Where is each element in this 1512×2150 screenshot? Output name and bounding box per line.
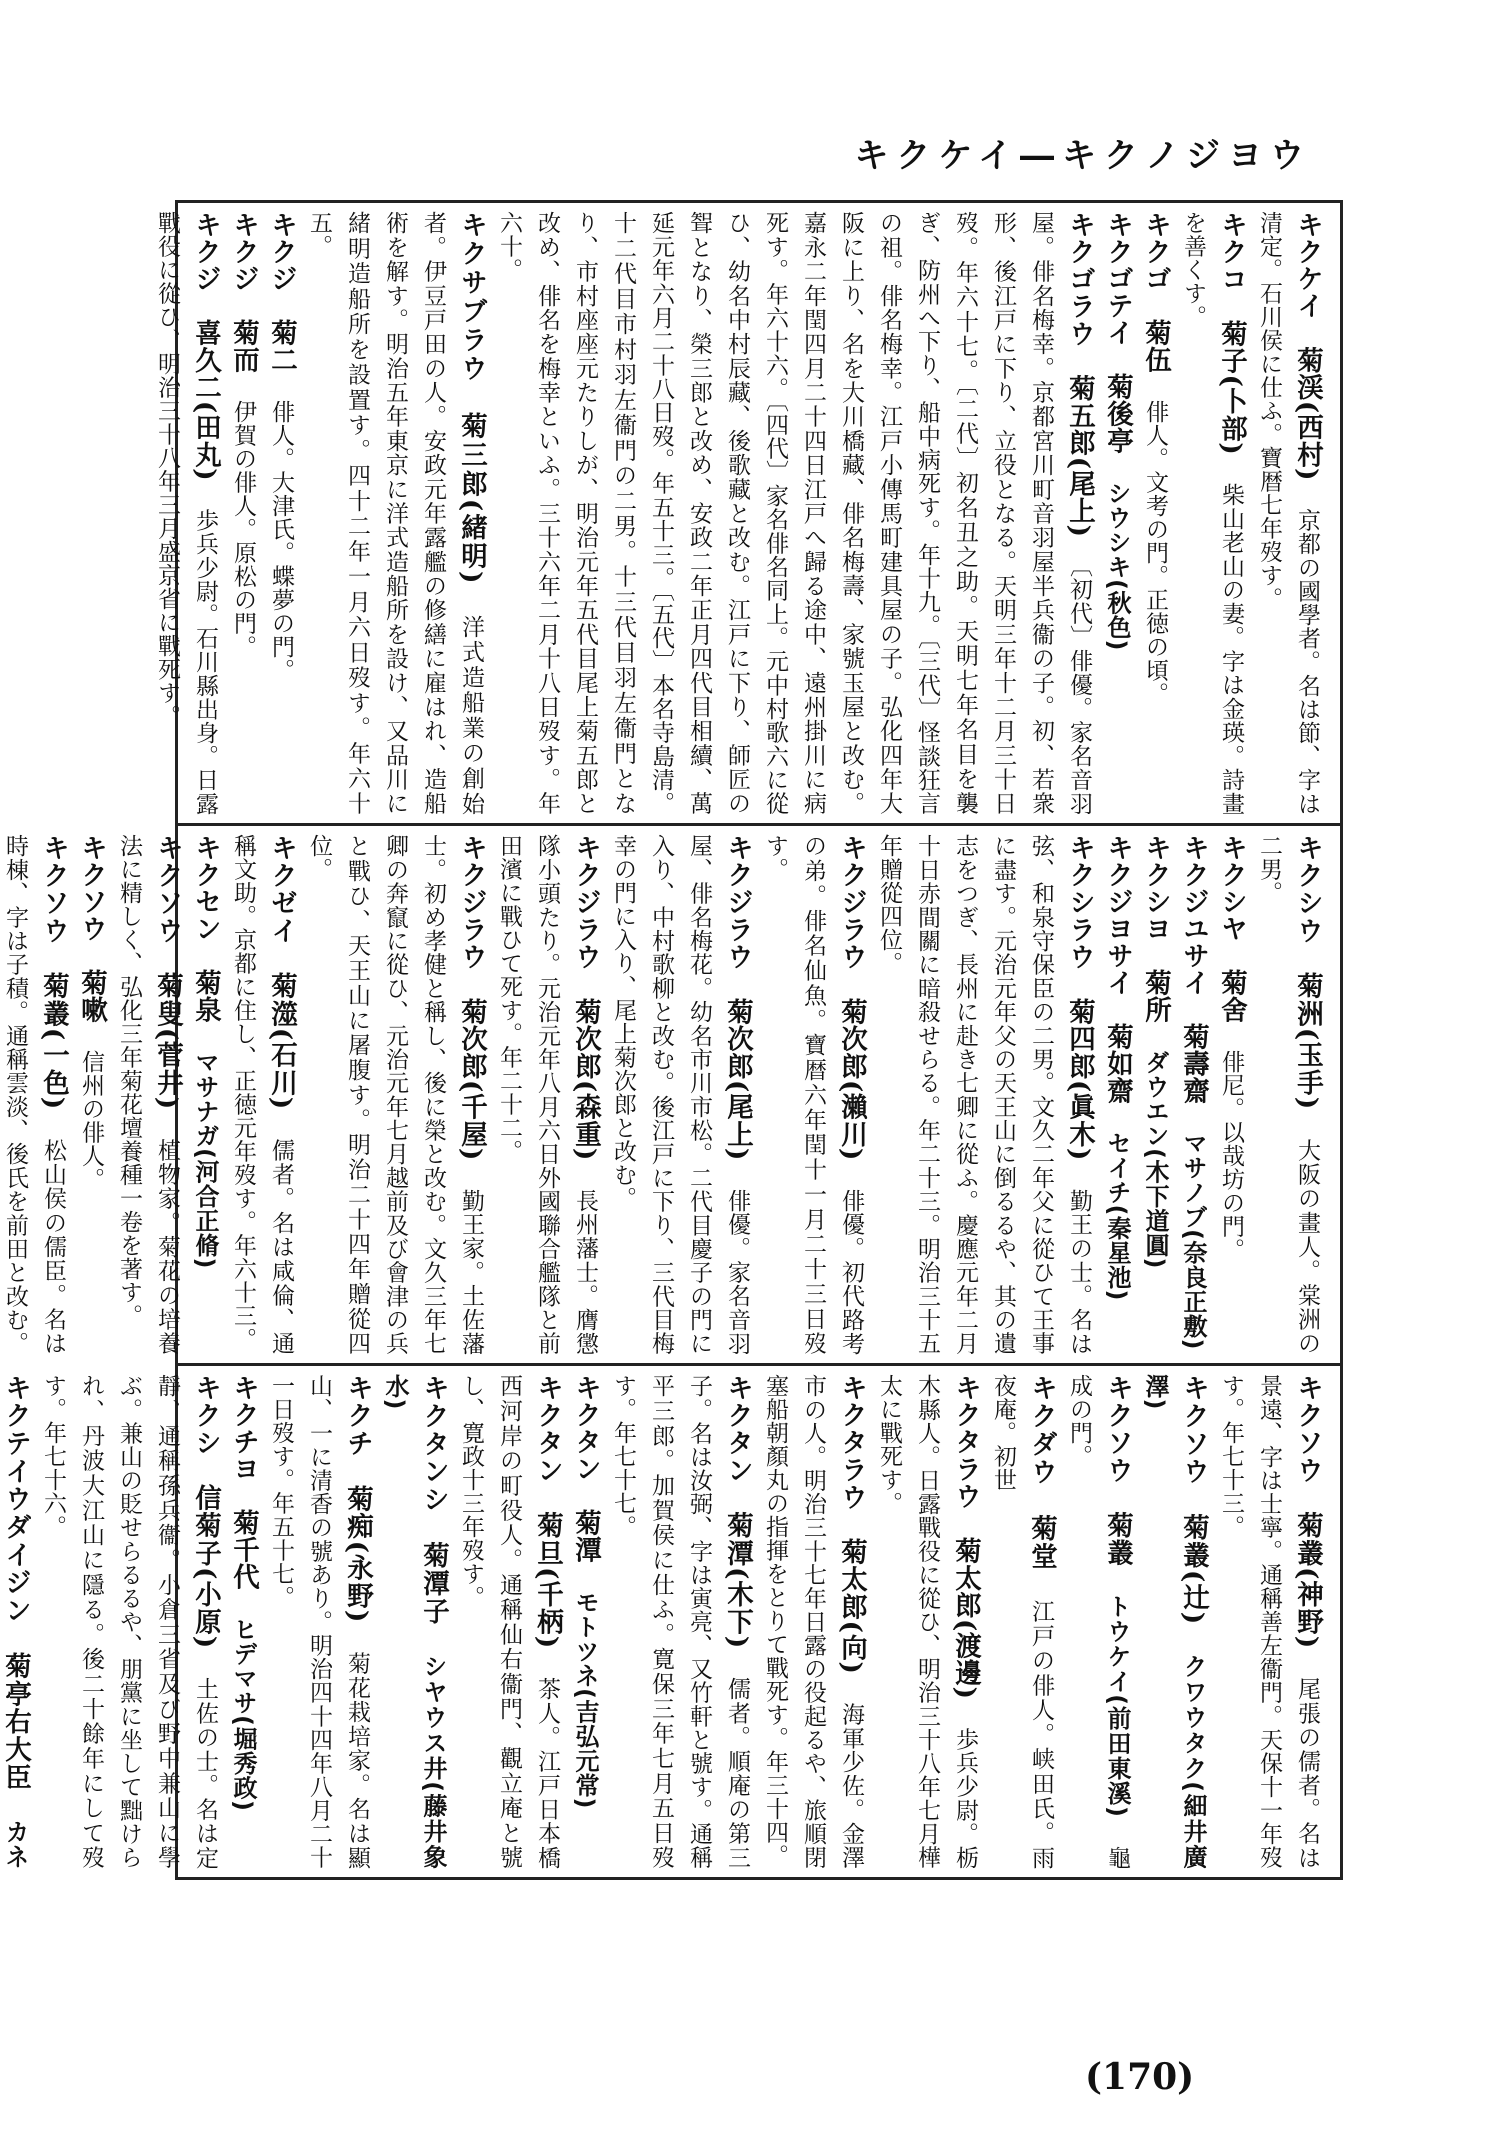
entry-headword: 菊次郎(森重) bbox=[570, 997, 601, 1161]
entry-reading: キクタン bbox=[722, 1374, 753, 1485]
entry-description: 龜成の門。 bbox=[1066, 1374, 1130, 1870]
entry-reading: キクソウ bbox=[76, 834, 107, 942]
entry-reading: キクジ bbox=[266, 211, 297, 292]
entry-headword: 菊叟(菅井) bbox=[152, 972, 183, 1110]
entry-headword: 菊三郎(緒明) bbox=[456, 412, 487, 585]
entry-reading: キクシヨ bbox=[1140, 834, 1171, 942]
entry-headword: 菊次郎(瀨川) bbox=[836, 997, 867, 1161]
entry-reading: キクジユサイ bbox=[1178, 834, 1209, 996]
entry-headword: 菊所 bbox=[1140, 969, 1171, 1023]
dictionary-entry bbox=[0, 834, 72, 1355]
entry-cross-reference: セイチ(秦星池) bbox=[1103, 1131, 1131, 1301]
dictionary-entry bbox=[224, 834, 300, 1355]
entry-headword: 菊如齋 bbox=[1102, 1023, 1133, 1104]
dictionary-entry bbox=[1212, 834, 1250, 1355]
entry-reading: キクタラウ bbox=[836, 1374, 867, 1511]
entry-description: 歩兵少尉。栃木縣人。日露戰役に從ひ、明治三十八年七月樺太に戰死す。 bbox=[876, 1374, 978, 1870]
entry-description: 長州藩士。膺懲隊小頭たり。元治元年八月六日外國聯合艦隊と前田濱に戰ひて死す。年二十二。 bbox=[496, 834, 598, 1356]
entry-reading: キクソウ bbox=[1292, 1374, 1323, 1485]
dictionary-entry bbox=[566, 1374, 604, 1869]
entry-headword: 菊嗽 bbox=[76, 969, 107, 1023]
entry-reading: キクソウ bbox=[152, 834, 183, 945]
dictionary-entry bbox=[756, 834, 870, 1355]
dictionary-entry bbox=[34, 1374, 224, 1869]
dictionary-entry bbox=[1136, 834, 1174, 1355]
entry-reading: キクシラウ bbox=[1064, 834, 1095, 971]
entry-description: 俳優。初代路考の弟。俳名仙魚。寶暦六年閏十一月二十三日歿す。 bbox=[762, 834, 864, 1356]
entry-description: 〔初代〕俳優。家名音羽屋。俳名梅幸。京都宮川町音羽屋半兵衞の子。初、若衆形、後江戸に下り、立役となる。天明三年十二月三十日歿。年六十七。〔二代〕初名丑之助。天明七年名目を襲ぎ、防州へ下り、船中病死す。年十九。〔三代〕怪談狂言の祖。俳名梅幸。江戸小傳馬町建具屋の子。弘化四年大阪に上り、名を大川橋藏、俳名梅壽、家號玉屋と改む。嘉永二年閏四月二十四日江戸へ歸る途中、遠州掛川に病死す。年六十六。〔四代〕家名俳名同上。元中村歌六に從ひ、幼名中村辰藏、後歌藏と改む。江戸に下り、師匠の聟となり、榮三郎と改め、安政二年正月四代目相續、萬延元年六月二十八日歿。年五十三。〔五代〕本名寺島清。十二代目市村羽左衞門の二男。十三代目羽左衞門となり、市村座座元たりしが、明治元年五代目尾上菊五郎と改め、俳名を梅幸といふ。三十六年二月十八日歿す。年六十。 bbox=[496, 211, 1092, 816]
tier-top bbox=[154, 203, 1340, 823]
entry-reading: キクゴテイ bbox=[1102, 211, 1133, 346]
entry-description: 勤王の士。名は弦、和泉守保臣の二男。文久二年父に從ひて王事に盡す。元治元年父の天王山に倒るるや、其の遺志をつぎ、長州に赴き七卿に從ふ。慶應元年二月十日赤間關に暗殺せらる。年二十三。明治三十五年贈從四位。 bbox=[876, 834, 1092, 1356]
entry-headword: 菊壽齋 bbox=[1178, 1023, 1209, 1104]
entry-headword: 菊次郎(千屋) bbox=[456, 997, 487, 1161]
entry-description: 伊賀の俳人。原松の門。 bbox=[230, 400, 256, 659]
entry-description: 俳人。文考の門。正徳の頃。 bbox=[1142, 400, 1168, 706]
dictionary-entry bbox=[186, 834, 224, 1355]
dictionary-entry bbox=[1098, 834, 1136, 1355]
entry-reading: キクジラウ bbox=[722, 834, 753, 971]
entry-description: 土佐の士。名は定靜、通稱孫兵衞。小倉三省及び野中兼山に學ぶ。兼山の貶せらるるや、朋黨に坐して黜けられ、丹波大江山に隱る。後二十餘年にして歿す。年七十六。 bbox=[40, 1374, 218, 1870]
entry-headword: 菊次郎(尾上) bbox=[722, 997, 753, 1161]
entry-headword: 菊堂 bbox=[1026, 1514, 1057, 1571]
entry-cross-reference: シヤウス井(藤井象水) bbox=[381, 1374, 447, 1870]
entry-headword: 菊潭子 bbox=[418, 1541, 449, 1626]
tier-text bbox=[148, 211, 1326, 815]
dictionary-entry bbox=[984, 1374, 1060, 1869]
entry-description: 松山侯の儒臣。名は時棟、字は子積。通稱雲淡、後氏を前田と改む。 bbox=[2, 834, 66, 1356]
entry-headword: 菊伍 bbox=[1140, 319, 1171, 373]
entry-headword: 菊亭右大臣 bbox=[0, 1652, 31, 1792]
entry-headword: 菊洲(玉手) bbox=[1292, 972, 1323, 1110]
entry-headword: 菊五郎(尾上) bbox=[1064, 374, 1095, 538]
dictionary-entry bbox=[870, 834, 1098, 1355]
entry-description: 尾張の儒者。名は景遠、字は士寧。通稱善左衞門。天保十一年歿す。年七十三。 bbox=[1218, 1374, 1320, 1870]
entry-reading: キクゴ bbox=[1140, 211, 1171, 292]
dictionary-entry bbox=[0, 1374, 34, 1869]
entry-headword: 菊旦(千柄) bbox=[532, 1511, 563, 1649]
dictionary-entry bbox=[870, 1374, 984, 1869]
tier-bottom bbox=[0, 1363, 1340, 1877]
dictionary-entry bbox=[300, 834, 490, 1355]
entry-reading: キクケイ bbox=[1292, 211, 1323, 320]
entry-cross-reference: ダウエン(木下道圓) bbox=[1141, 1050, 1169, 1269]
dictionary-entry bbox=[262, 1374, 376, 1869]
dictionary-entry bbox=[1250, 211, 1326, 815]
entry-reading: キクセン bbox=[190, 834, 221, 942]
entry-reading: キクソウ bbox=[1102, 1374, 1133, 1485]
entry-description: 俳優。家名音羽屋、俳名梅花。幼名市川市松。二代目慶子の門に入り、中村歌柳と改む。後江戸に下り、三代目梅幸の門に入り、尾上菊次郎と改む。 bbox=[610, 834, 750, 1356]
entry-cross-reference: マサナガ(河合正脩) bbox=[191, 1050, 219, 1269]
dictionary-entry bbox=[376, 1374, 452, 1869]
tier-text bbox=[0, 834, 1326, 1355]
entry-cross-reference: トウケイ(前田東溪) bbox=[1103, 1594, 1131, 1818]
entry-headword: 菊叢(神野) bbox=[1292, 1511, 1323, 1649]
entry-reading: キクテイウダイジン bbox=[0, 1374, 31, 1625]
dictionary-page-frame bbox=[0, 200, 1343, 1880]
tier-text bbox=[0, 1374, 1326, 1869]
entry-headword: 菊叢(一色) bbox=[38, 972, 69, 1110]
entry-description: 柴山老山の妻。字は金瑛。詩畫を善くす。 bbox=[1180, 211, 1244, 816]
entry-reading: キクジ bbox=[228, 211, 259, 292]
dictionary-entry bbox=[604, 1374, 756, 1869]
entry-headword: 菊太郎(渡邊) bbox=[950, 1537, 981, 1700]
entry-headword: 菊舍 bbox=[1216, 969, 1247, 1023]
entry-description: 勤王家。土佐藩士。初め孝健と稱し、後に榮と改む。文久三年七卿の奔竄に從ひ、元治元年七月越前及び會津の兵と戰ひ、天王山に屠腹す。明治二十四年贈從四位。 bbox=[306, 834, 484, 1356]
entry-reading: キクチヨ bbox=[228, 1374, 259, 1482]
dictionary-entry bbox=[224, 1374, 262, 1869]
entry-description: 菊花栽培家。名は顯山、一に清香の號あり。明治四十四年八月二十一日歿す。年五十七。 bbox=[268, 1374, 370, 1870]
entry-description: 海軍少佐。金澤市の人。明治三十七年日露の役起るや、旅順閉塞船朝顏丸の指揮をとりて戰死す。年三十四。 bbox=[762, 1374, 864, 1870]
entry-headword: 菊叢(辻) bbox=[1178, 1513, 1209, 1625]
dictionary-entry bbox=[1136, 211, 1174, 815]
dictionary-entry bbox=[110, 834, 186, 1355]
running-head: キクケイ―キクノジヨウ bbox=[854, 136, 1312, 176]
page-number: (170) bbox=[1085, 2056, 1195, 2098]
entry-description: 植物家。菊花の培養法に精しく、弘化三年菊花壇養種一卷を著す。 bbox=[116, 834, 180, 1356]
dictionary-entry bbox=[604, 834, 756, 1355]
entry-description: 儒者。名は咸倫、通稱文助。京都に住し、正徳元年歿す。年六十三。 bbox=[230, 834, 294, 1356]
entry-headword: 菊後亭 bbox=[1102, 373, 1133, 454]
entry-reading: キクシウ bbox=[1292, 834, 1323, 945]
tier-middle bbox=[2, 823, 1340, 1363]
entry-description: 洋式造船業の創始者。伊豆戸田の人。安政元年露艦の修繕に雇はれ、造船術を解す。明治五年東京に洋式造船所を設け、又品川に緒明造船所を設置す。四十二年一月六日歿す。年六十五。 bbox=[306, 211, 484, 816]
dictionary-entry bbox=[1174, 211, 1250, 815]
entry-cross-reference: ヒデマサ(堀秀政) bbox=[229, 1617, 257, 1812]
entry-description: 俳尼。以哉坊の門。 bbox=[1218, 1050, 1244, 1262]
entry-reading: キクタン bbox=[570, 1374, 601, 1482]
entry-reading: キクコ bbox=[1216, 211, 1247, 293]
entry-reading: キクゴラウ bbox=[1064, 211, 1095, 348]
entry-reading: キクソウ bbox=[1178, 1374, 1209, 1486]
entry-description: 俳人。大津氏。蝶夢の門。 bbox=[268, 400, 294, 682]
entry-headword: 菊潭 bbox=[570, 1509, 601, 1563]
entry-reading: キクサブラウ bbox=[456, 211, 487, 384]
entry-headword: 菊叢 bbox=[1102, 1511, 1133, 1567]
entry-description: 江戸の俳人。峡田氏。雨夜庵。初世 bbox=[990, 1374, 1054, 1870]
entry-reading: キクジラウ bbox=[456, 834, 487, 971]
entry-reading: キクタラウ bbox=[950, 1374, 981, 1511]
dictionary-entry bbox=[1060, 1374, 1136, 1869]
entry-reading: キクソウ bbox=[38, 834, 69, 945]
entry-cross-reference: クワウタク(細井廣澤) bbox=[1141, 1374, 1207, 1870]
entry-cross-reference: カネ bbox=[1, 1819, 29, 1870]
dictionary-entry bbox=[262, 211, 300, 815]
dictionary-entry bbox=[1250, 834, 1326, 1355]
entry-description: 歩兵少尉。石川縣出身。日露戰役に從ひ、明治三十八年三月盛京省に戰死す。 bbox=[154, 211, 218, 816]
dictionary-entry bbox=[490, 834, 604, 1355]
dictionary-entry bbox=[756, 1374, 870, 1869]
entry-reading: キクチ bbox=[342, 1374, 373, 1458]
entry-reading: キクタンシ bbox=[418, 1374, 449, 1514]
entry-headword: 菊渓(西村) bbox=[1292, 346, 1323, 482]
entry-headword: 信菊子(小原) bbox=[190, 1484, 221, 1649]
dictionary-entry bbox=[490, 211, 1098, 815]
entry-reading: キクジ bbox=[190, 211, 221, 293]
entry-headword: 菊澨(石川) bbox=[266, 972, 297, 1110]
entry-reading: キクシ bbox=[190, 1374, 221, 1457]
entry-headword: 菊千代 bbox=[228, 1509, 259, 1590]
entry-reading: キクゼイ bbox=[266, 834, 297, 945]
entry-cross-reference: マサノブ(奈良正敷) bbox=[1179, 1131, 1207, 1350]
entry-reading: キクジヨサイ bbox=[1102, 834, 1133, 996]
entry-description: 信州の俳人。 bbox=[78, 1050, 104, 1191]
entry-cross-reference: モトツネ(吉弘元常) bbox=[571, 1590, 599, 1809]
dictionary-entry bbox=[1174, 834, 1212, 1355]
entry-description: 茶人。江戸日本橋西河岸の町役人。通稱仙右衞門、觀立庵と號し、寛政十三年歿す。 bbox=[458, 1374, 560, 1870]
dictionary-entry bbox=[148, 211, 224, 815]
dictionary-entry bbox=[72, 834, 110, 1355]
entry-description: 儒者。順庵の第三子。名は汝弼、字は寅亮、又竹軒と號す。通稱平三郎。加賀侯に仕ふ。寛保三年七月五日歿す。年七十七。 bbox=[610, 1374, 750, 1870]
entry-headword: 菊子(卜部) bbox=[1216, 320, 1247, 456]
entry-reading: キクジラウ bbox=[836, 834, 867, 971]
entry-reading: キクジラウ bbox=[570, 834, 601, 971]
entry-reading: キクダウ bbox=[1026, 1374, 1057, 1487]
entry-reading: キクタン bbox=[532, 1374, 563, 1485]
dictionary-entry bbox=[1136, 1374, 1212, 1869]
entry-cross-reference: シウシキ(秋色) bbox=[1103, 481, 1131, 651]
dictionary-entry bbox=[224, 211, 262, 815]
dictionary-entry bbox=[1212, 1374, 1326, 1869]
entry-headword: 菊二 bbox=[266, 319, 297, 373]
entry-headword: 菊泉 bbox=[190, 969, 221, 1023]
dictionary-entry bbox=[300, 211, 490, 815]
entry-headword: 菊而 bbox=[228, 319, 259, 373]
entry-headword: 菊太郎(向) bbox=[836, 1538, 867, 1675]
entry-reading: キクシヤ bbox=[1216, 834, 1247, 942]
entry-description: 大阪の畫人。棠洲の二男。 bbox=[1256, 834, 1320, 1356]
entry-headword: 喜久二(田丸) bbox=[190, 319, 221, 482]
entry-description: 京都の國學者。名は節、字は清定。石川侯に仕ふ。寶暦七年歿す。 bbox=[1256, 211, 1320, 816]
dictionary-entry bbox=[452, 1374, 566, 1869]
entry-headword: 菊痴(永野) bbox=[342, 1485, 373, 1623]
dictionary-entry bbox=[1098, 211, 1136, 815]
entry-headword: 菊四郎(眞木) bbox=[1064, 997, 1095, 1161]
entry-headword: 菊潭(木下) bbox=[722, 1511, 753, 1649]
